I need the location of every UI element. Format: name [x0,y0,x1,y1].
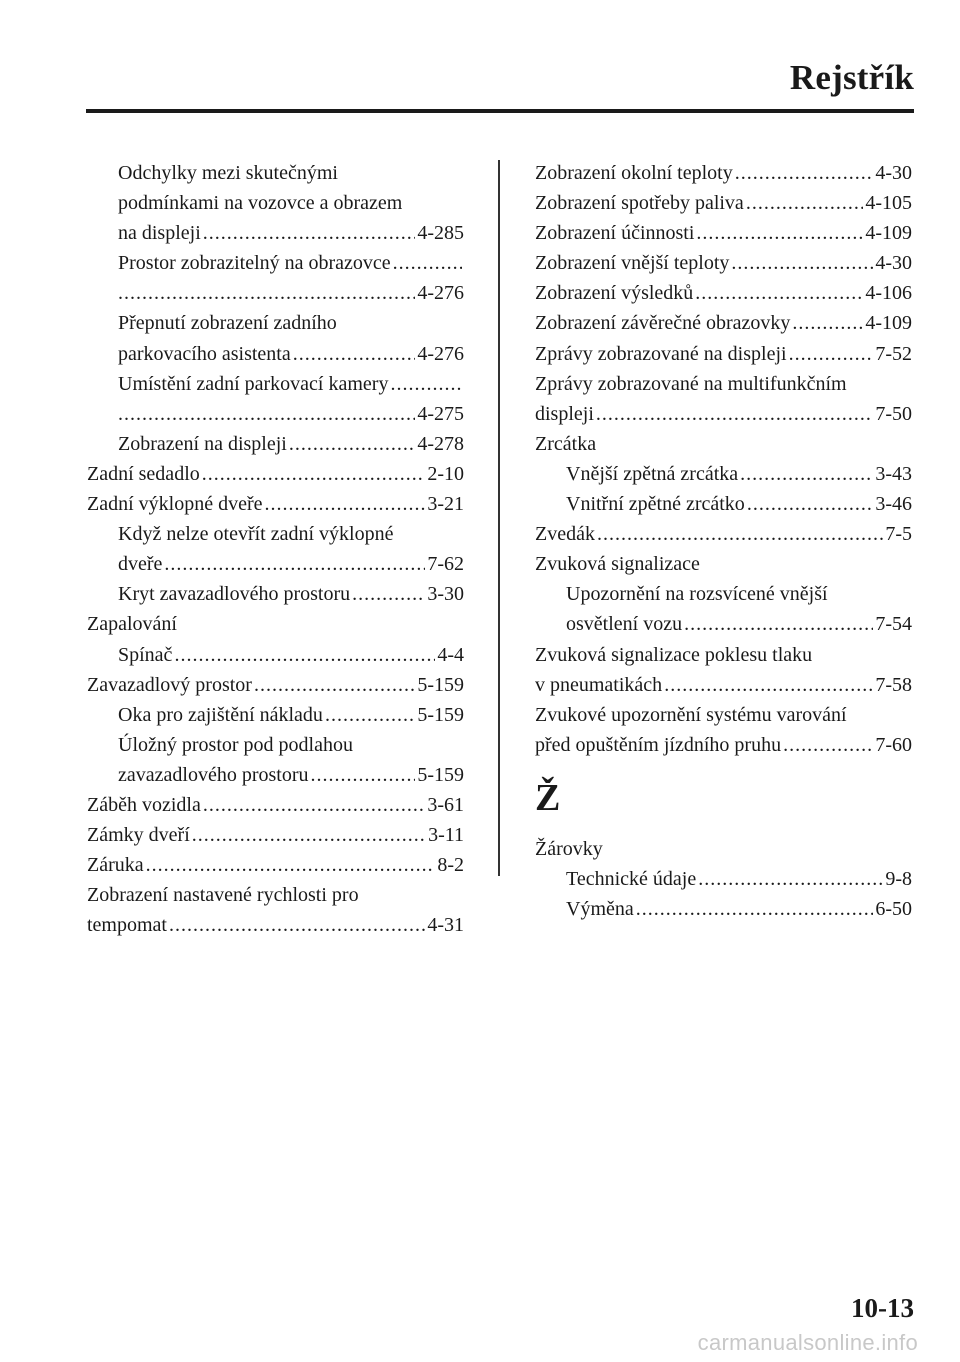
entry-text: Upozornění na rozsvícené vnější [566,583,828,606]
entry-page-ref: 3-21 [427,493,464,516]
index-entry [87,519,464,549]
dot-leader [698,864,883,894]
entry-page-ref: 7-60 [875,733,912,756]
dot-leader [390,369,462,399]
entry-page-ref: 4-31 [427,914,464,937]
entry-text: Zvuková signalizace poklesu tlaku [535,643,813,666]
dot-leader [203,790,425,820]
entry-text: Technické údaje [566,867,697,890]
index-entry [535,700,912,730]
index-entry [87,278,464,308]
entry-page-ref: 4-275 [417,402,464,425]
index-entry [535,519,912,549]
index-entry [535,489,912,519]
entry-text: displeji [535,402,594,425]
entry-page-ref: 4-276 [417,282,464,305]
entry-text: Zvukové upozornění systému varování [535,703,847,726]
index-entry [535,278,912,308]
dot-leader [202,459,426,489]
index-entry [87,760,464,790]
letter-heading: Ž [535,776,561,819]
entry-text: Oka pro zajištění nákladu [118,703,323,726]
entry-text: Když nelze otevřít zadní výklopné [118,523,394,546]
index-entry [87,640,464,670]
entry-text: Vnější zpětná zrcátka [566,462,739,485]
entry-page-ref: 8-2 [437,854,464,877]
index-entry [87,880,464,910]
index-entry [87,670,464,700]
entry-text: Výměna [566,898,634,921]
index-entry [535,609,912,639]
index-entry [87,609,464,639]
dot-leader [393,248,462,278]
dot-leader [792,308,863,338]
entry-page-ref: 3-30 [427,583,464,606]
dot-leader [696,218,863,248]
index-entry [535,158,912,188]
dot-leader [789,339,874,369]
entry-page-ref: 4-278 [417,432,464,455]
entry-text: Zrcátka [535,432,597,455]
entry-text: Zvedák [535,523,595,546]
entry-page-ref: 4-106 [865,282,912,305]
entry-text: Kryt zavazadlového prostoru [118,583,351,606]
entry-text: Zvuková signalizace [535,553,700,576]
column-divider [498,160,500,876]
index-entry [87,790,464,820]
index-entry [87,429,464,459]
index-entry [87,459,464,489]
entry-text: v pneumatikách [535,673,663,696]
dot-leader [636,894,874,924]
dot-leader [174,640,435,670]
index-entry [87,549,464,579]
entry-page-ref: 4-276 [417,342,464,365]
dot-leader [783,730,873,760]
dot-leader [254,670,415,700]
dot-leader [325,700,415,730]
dot-leader [146,850,436,880]
entry-text: Přepnutí zobrazení zadního [118,312,337,335]
index-entry [87,910,464,940]
entry-text: před opuštěním jízdního pruhu [535,733,782,756]
index-group-z [535,158,912,760]
index-entry [87,700,464,730]
entry-page-ref: 7-52 [875,342,912,365]
entry-page-ref: 7-54 [875,613,912,636]
entry-page-ref: 4-30 [875,252,912,275]
entry-text: Spínač [118,643,173,666]
index-entry [535,549,912,579]
dot-leader [118,399,415,429]
index-entry [535,894,912,924]
dot-leader [746,188,864,218]
entry-text: Zprávy zobrazované na displeji [535,342,787,365]
entry-text: Žárovky [535,837,603,860]
dot-leader [203,218,416,248]
index-entry [535,429,912,459]
entry-text: Zámky dveří [87,824,190,847]
page-number: 10-13 [851,1293,914,1323]
dot-leader [735,158,874,188]
dot-leader [293,339,416,369]
index-entry [535,579,912,609]
index-entry [87,308,464,338]
entry-text: tempomat [87,914,167,937]
entry-text: Zobrazení okolní teploty [535,162,733,184]
index-entry [87,489,464,519]
entry-text: Zobrazení závěrečné obrazovky [535,312,791,335]
entry-page-ref: 4-4 [437,643,464,666]
index-entry [535,369,912,399]
dot-leader [740,459,873,489]
entry-text: Zprávy zobrazované na multifunkčním [535,372,847,395]
entry-page-ref: 3-61 [427,793,464,816]
entry-text: podmínkami na vozovce a obrazem [118,192,403,215]
entry-text: Umístění zadní parkovací kamery [118,372,389,395]
entry-text: Zobrazení vnější teploty [535,252,730,275]
dot-leader [596,399,873,429]
index-entry [87,369,464,399]
dot-leader [747,489,874,519]
index-entry [535,834,912,864]
index-entry [535,218,912,248]
index-entry [535,248,912,278]
index-entry [87,158,464,188]
index-entry [535,459,912,489]
entry-text: Odchylky mezi skutečnými [118,162,338,184]
dot-leader [118,278,415,308]
entry-text: Zadní sedadlo [87,462,200,485]
entry-page-ref: 3-11 [428,824,464,847]
dot-leader [265,489,426,519]
dot-leader [597,519,883,549]
entry-page-ref: 5-159 [417,673,464,696]
entry-text: osvětlení vozu [566,613,683,636]
entry-page-ref: 7-50 [875,402,912,425]
entry-page-ref: 4-30 [875,162,912,184]
dot-leader [192,820,426,850]
entry-text: parkovacího asistenta [118,342,291,365]
entry-page-ref: 7-5 [885,523,912,546]
entry-page-ref: 9-8 [885,867,912,890]
entry-text: Zadní výklopné dveře [87,493,263,516]
dot-leader [289,429,416,459]
entry-text: Zobrazení na displeji [118,432,287,455]
entry-page-ref: 4-285 [417,222,464,245]
index-entry [87,730,464,760]
entry-page-ref: 7-58 [875,673,912,696]
entry-text: zavazadlového prostoru [118,763,309,786]
index-entry [87,399,464,429]
index-entry [535,188,912,218]
entry-page-ref: 5-159 [417,763,464,786]
dot-leader [731,248,873,278]
dot-leader [684,609,873,639]
watermark: carmanualsonline.info [697,1330,918,1355]
entry-page-ref: 3-43 [875,462,912,485]
index-entry [535,670,912,700]
entry-page-ref: 4-109 [865,222,912,245]
entry-text: na displeji [118,222,201,245]
dot-leader [169,910,425,940]
dot-leader [164,549,425,579]
index-entry [535,399,912,429]
entry-text: dveře [118,553,163,576]
index-entry [87,579,464,609]
entry-page-ref: 4-105 [865,192,912,215]
entry-text: Záruka [87,854,144,877]
index-entry [535,640,912,670]
index-entry [535,730,912,760]
index-entry [87,339,464,369]
entry-text: Zobrazení spotřeby paliva [535,192,744,215]
entry-text: Úložný prostor pod podlahou [118,733,353,756]
dot-leader [664,670,873,700]
index-entry [535,864,912,894]
entry-text: Vnitřní zpětné zrcátko [566,493,745,516]
entry-text: Záběh vozidla [87,793,201,816]
index-entry [535,308,912,338]
entry-text: Zobrazení výsledků [535,282,694,305]
dot-leader [310,760,415,790]
entry-text: Prostor zobrazitelný na obrazovce [118,252,391,275]
dot-leader [352,579,425,609]
index-entry [87,248,464,278]
entry-page-ref: 6-50 [875,898,912,921]
index-column-right [535,158,912,924]
entry-page-ref: 5-159 [417,703,464,726]
page-title: Rejstřík [789,58,914,97]
entry-text: Zobrazení nastavené rychlosti pro [87,884,359,907]
entry-page-ref: 7-62 [427,553,464,576]
index-entry [535,339,912,369]
entry-text: Zobrazení účinnosti [535,222,695,245]
dot-leader [695,278,863,308]
entry-text: Zapalování [87,613,177,636]
entry-page-ref: 3-46 [875,493,912,516]
index-entry [87,850,464,880]
entry-text: Zavazadlový prostor [87,673,252,696]
index-column-left [87,158,464,940]
entry-page-ref: 2-10 [427,462,464,485]
entry-page-ref: 4-109 [865,312,912,335]
index-group-zh [535,834,912,924]
index-entry [87,218,464,248]
index-entry [87,188,464,218]
index-entry [87,820,464,850]
header-rule [86,109,914,113]
